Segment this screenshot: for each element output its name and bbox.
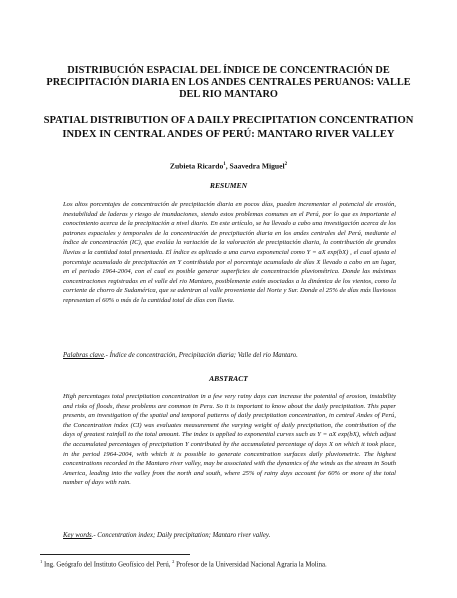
affiliation-mark: 1: [223, 162, 226, 167]
footnote-mark: 2: [172, 559, 175, 564]
author-separator: ,: [225, 161, 230, 171]
footnote-text: Ing. Geógrafo del Instituto Geofísico del Perú,: [42, 561, 173, 569]
keywords-label: Key words: [63, 532, 92, 539]
footnote-mark: 1: [40, 559, 43, 564]
abstract-heading: ABSTRACT: [209, 374, 248, 383]
keywords-list: .- Concentration index; Daily precipitation; Mantaro river valley.: [91, 532, 271, 539]
title-spanish: DISTRIBUCIÓN ESPACIAL DEL ÍNDICE DE CONCENTRACIÓN DE PRECIPITACIÓN DIARIA EN LOS ANDES CENTRALES PERUANOS: VALLE DEL RIO MANTARO: [46, 65, 411, 100]
author-name: Zubieta Ricardo: [169, 161, 224, 171]
author-name: Saavedra Miguel: [229, 161, 285, 171]
keywords-list: .- Índice de concentración, Precipitación diaria; Valle del rio Mantaro.: [103, 352, 298, 359]
resumen-heading: RESUMEN: [209, 181, 248, 190]
title-english: SPATIAL DISTRIBUTION OF A DAILY PRECIPITATION CONCENTRATION INDEX IN CENTRAL ANDES OF PERÚ: MANTARO RIVER VALLEY: [43, 115, 414, 140]
footnote-divider: [40, 554, 190, 555]
affiliation-mark: 2: [284, 162, 288, 167]
abstract-text: High percentages total precipitation concentration in a few very rainy days can increase the potential of erosion, instability and risks of floods, these problems are common in Peru. So it is important to know about the daily precipitation. This paper presents, an investigation of the spatial and temporal patterns of daily precipitation concentration, in central Andes of Perú, the Concentration index (CI) was evaluates measurement the varying weight of daily precipitation, the contribution of the days of greatest rainfall to the total amount. The index is applied to exponential curves such as Y = aX exp(bX), which adjust the accumulated percentages of precipitation Y contributed by the accumulated percentage of days X on which it took place, in the period 1964-2004, with which it is possible to generate concentration surfaces daily pluviometric. The highest concentrations recorded in the Mantaro river valley, may be associated with the dynamics of the winds as the stream in South America, leading into the valley from the north and south, where 25% of rainy days account for 60% or more of the total number of days with rain.: [63, 393, 396, 487]
keywords-english: [63, 531, 396, 540]
keywords-spanish: [63, 351, 396, 360]
resumen-text: Los altos porcentajes de concentración de precipitación diaria en pocos días, pueden incrementar el potencial de erosión, inestabilidad de laderas y riesgo de inundaciones, siendo estos problemas comunes en el Perú, por lo que es importante el conocimiento acerca de la precipitación a nivel diario. En este artículo, se ha llevado a cabo una investigación acerca de los patrones espaciales y temporales de la concentración de precipitación diaria en los andes centrales del Perú, mediante el índice de concentración (IC), que evalúa la variación de la valoración de precipitación diaria, la contribución de grandes lluvias a la cantidad total presentada. El índice es aplicado a una curva exponencial como Y = aX exp(bX) , el cual ajusta el porcentaje acumulado de precipitación en Y contribuida por el porcentaje acumulado de días X llevado a cabo en un lugar, en el periodo 1964-2004, con el cual es posible generar superficies de concentración pluviométrica. Donde las máximas concentraciones registradas en el valle del rio Mantaro, posiblemente estén asociadas a la dinámica de los vientos, como la corriente de chorro de Sudamérica, que se adentran al valle proveniente del Norte y Sur. Donde el 25% de días más lluviosos representan el 60% o más de la cantidad total de días con lluvia.: [63, 201, 396, 304]
footnote: [40, 557, 420, 569]
authors-line: [40, 160, 417, 172]
footnote-text: Profesor de la Universidad Nacional Agraria la Molina.: [174, 561, 327, 569]
keywords-label: Palabras clave: [63, 352, 104, 359]
